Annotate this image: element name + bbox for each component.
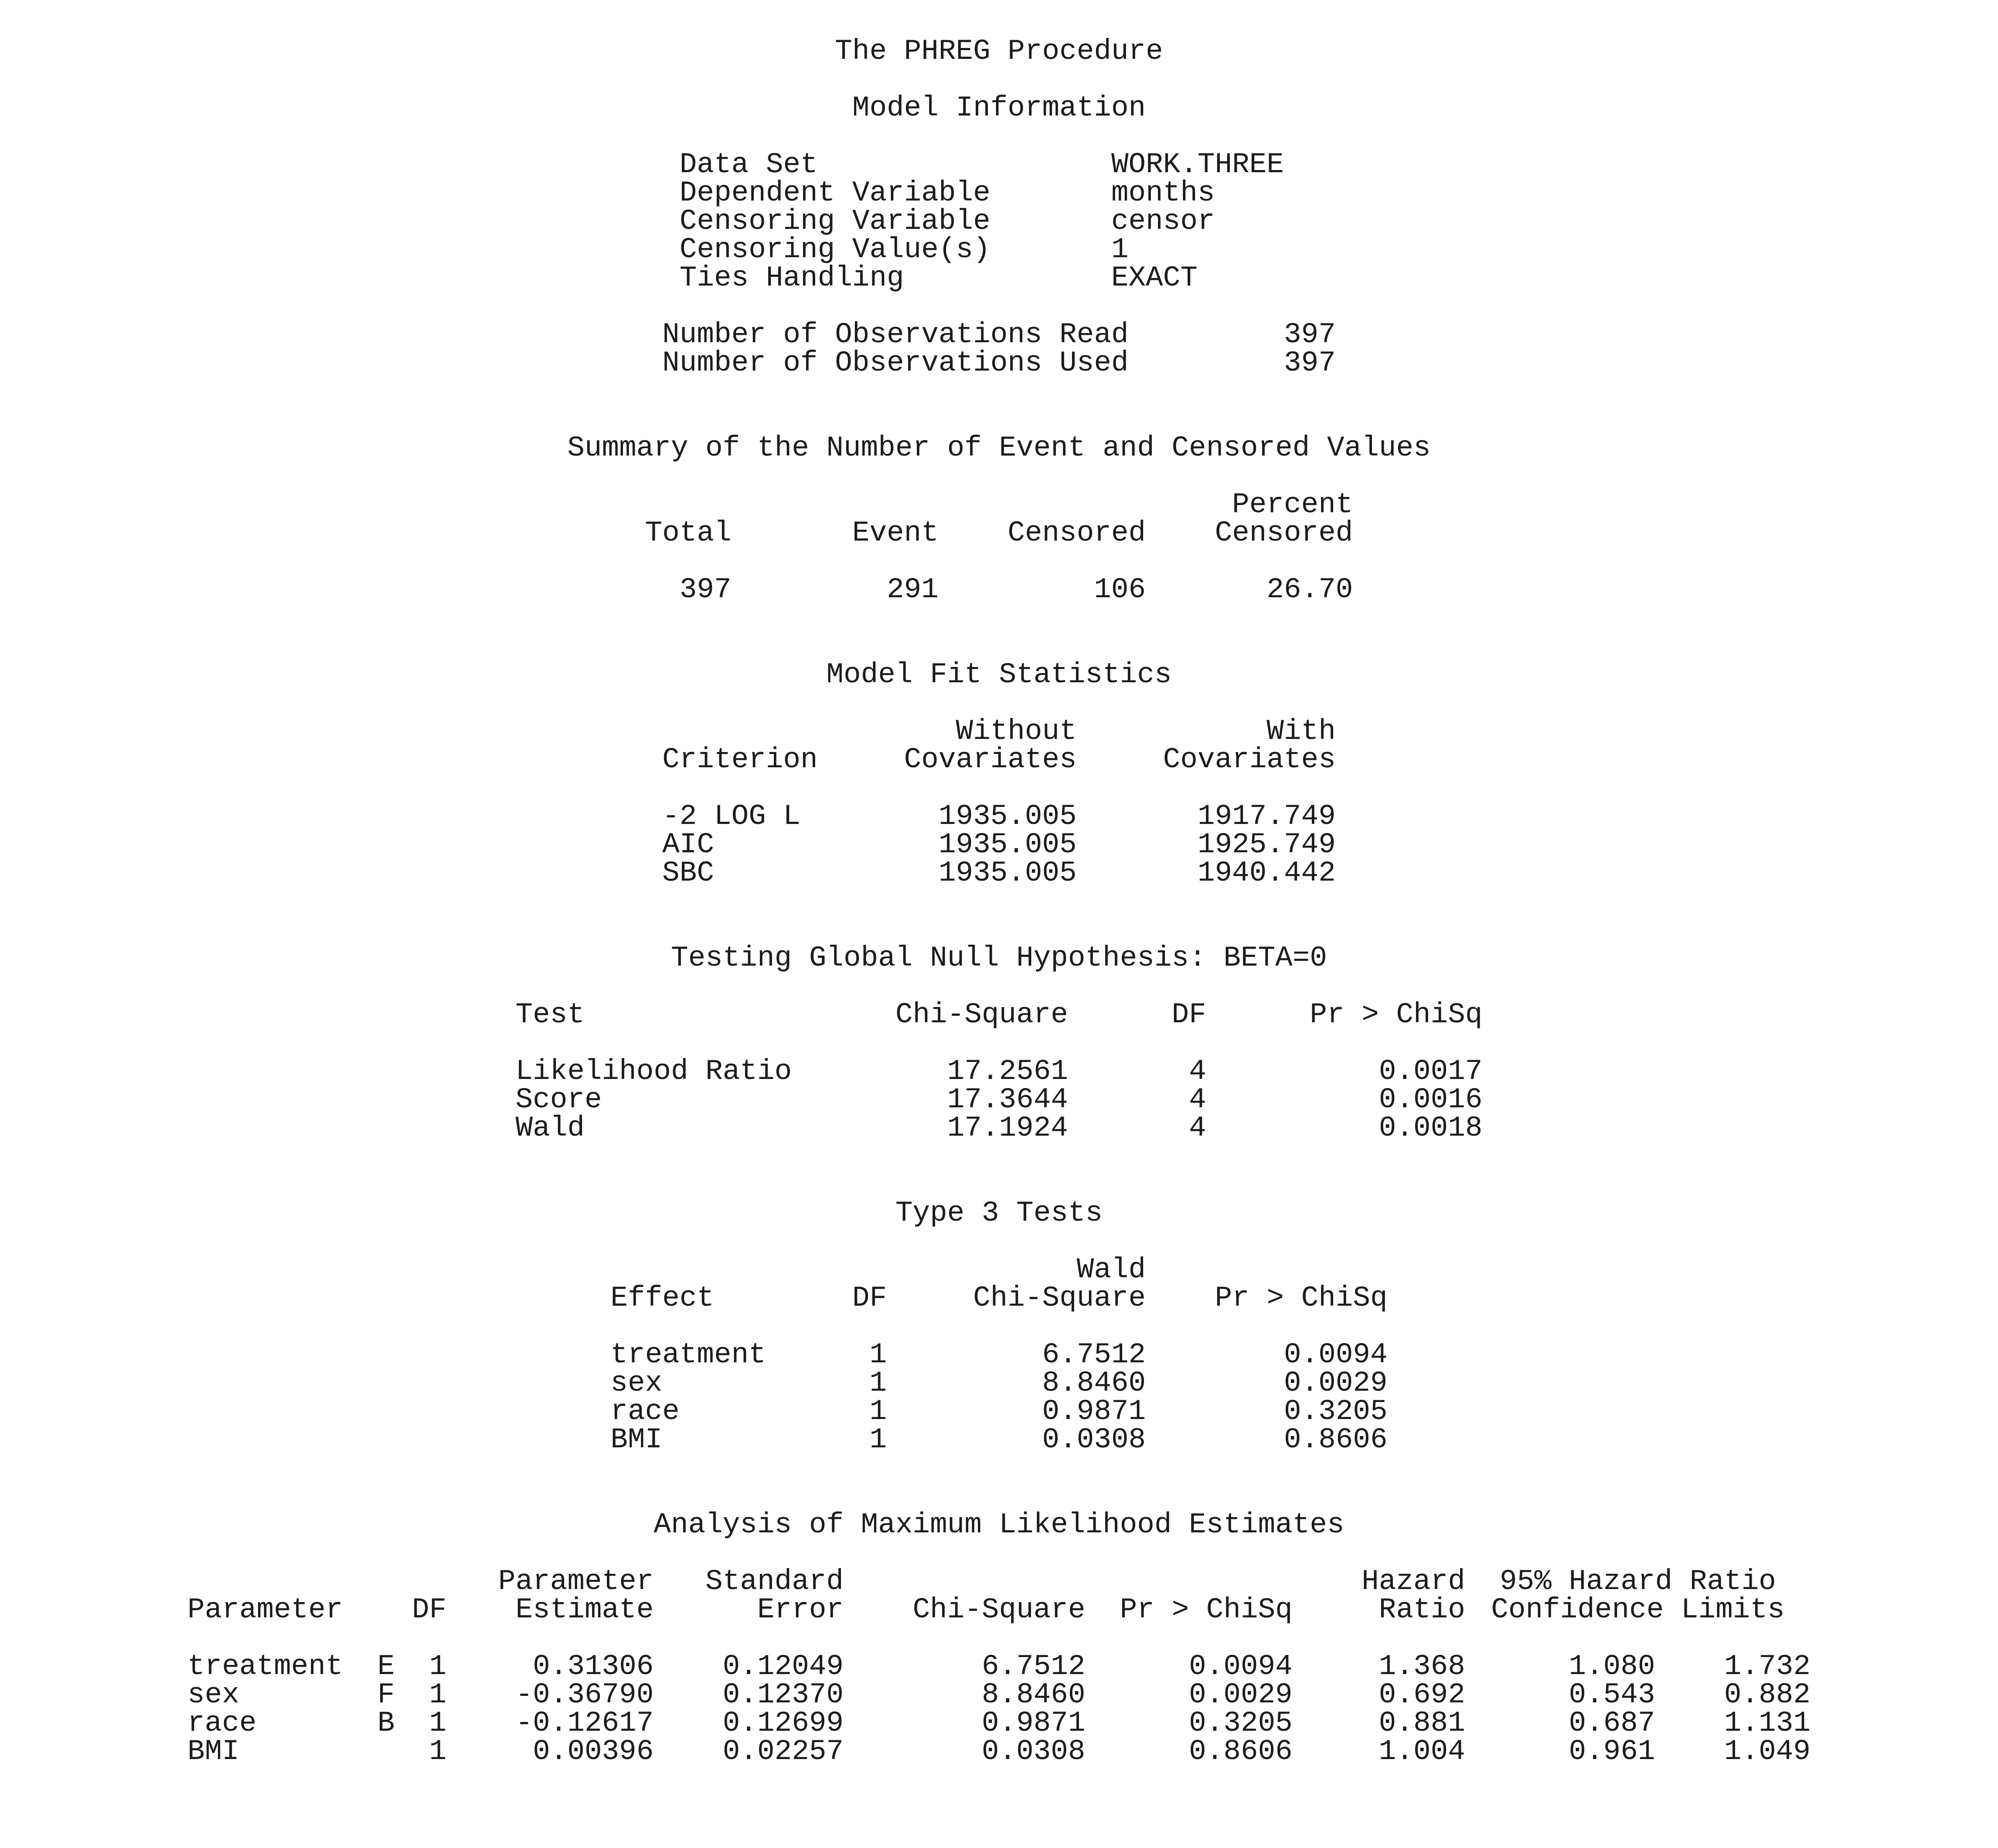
type3-heading: Type 3 Tests [895,1197,1103,1229]
table-row [662,830,1336,859]
cell-value: 0.0094 [1189,1650,1293,1683]
cell-value: 6.7512 [981,1650,1086,1683]
col-header [732,490,939,519]
row-label: race [187,1707,257,1739]
cell-value: 0.692 [1379,1678,1465,1711]
row-label: sex [610,1367,663,1399]
col-header [378,1596,412,1624]
cell-value: 8.8460 [981,1678,1086,1711]
table-row [680,150,1318,179]
cell-value: -0.36790 [515,1678,654,1711]
table-row [187,1709,1811,1737]
col-header: Criterion [662,743,818,776]
col-header: DF [852,1282,887,1314]
header-row-top [187,1567,1811,1596]
cell-level: E [377,1650,395,1683]
header-row [610,1284,1387,1312]
cell-value: 291 [887,573,939,606]
col-header [844,1567,1085,1596]
col-header [378,1567,412,1596]
col-header [1086,1567,1293,1596]
row-label: Wald [515,1112,585,1144]
cell-value: 8.8460 [1042,1367,1146,1399]
header-row [662,745,1336,774]
col-header: Chi-Square [895,998,1068,1031]
cell-value: 1.368 [1379,1650,1465,1683]
cell-value: 1917.749 [1197,800,1336,833]
row-label: Likelihood Ratio [515,1055,792,1088]
table-row [680,264,1318,292]
cell-value: 0.0016 [1379,1083,1483,1116]
cell-value: 26.70 [1266,573,1353,606]
col-header [645,490,732,519]
mle-heading: Analysis of Maximum Likelihood Estimates [654,1508,1344,1541]
table-row [680,179,1318,207]
col-header [662,717,817,745]
value-row [645,547,1353,604]
cell-value: 397 [1283,347,1336,379]
cell-value: WORK.THREE [1111,148,1284,181]
table-row [187,1624,1811,1681]
row-label: BMI [610,1423,663,1456]
col-header: Pr > ChiSq [1215,1282,1388,1314]
col-header [1146,1256,1387,1284]
cell-value: 1.080 [1569,1650,1655,1683]
col-header: Standard [705,1565,844,1598]
table-row [610,1397,1387,1426]
cell-value: 4 [1189,1112,1206,1144]
cell-value: 0.0017 [1379,1055,1483,1088]
cell-value: 1.049 [1724,1735,1811,1768]
cell-value: 0.02257 [722,1735,844,1768]
cell-value: 17.2561 [947,1055,1068,1088]
header-row-top [645,490,1353,519]
table-row [516,1114,1483,1142]
col-header [187,1567,378,1596]
cell-value: censor [1111,205,1215,238]
cell-value: 1935.005 [938,828,1077,861]
cell-value: 1 [1111,233,1129,266]
table-row [680,235,1318,264]
cell-value: 1 [429,1707,447,1739]
table-row [187,1737,1811,1766]
cell-value: 1 [869,1367,887,1399]
row-label: sex [187,1678,239,1711]
col-header: Estimate [515,1593,654,1626]
cell-value: 0.12049 [722,1650,844,1683]
cell-value: 4 [1189,1083,1206,1116]
col-header: Censored [1008,517,1146,549]
event-summary-heading: Summary of the Number of Event and Censored Values [567,432,1431,464]
cell-level [378,1737,412,1766]
col-header: Covariates [1163,743,1336,776]
cell-value: 0.0308 [1042,1423,1146,1456]
header-row [516,1001,1483,1029]
cell-value: 0.0029 [1284,1367,1388,1399]
cell-value: 0.8606 [1284,1423,1388,1456]
header-row [645,519,1353,547]
row-label: treatment [610,1338,766,1371]
col-header [610,1256,766,1284]
row-label: Score [515,1083,602,1116]
cell-value: 0.0308 [981,1735,1086,1768]
cell-value: 1 [429,1678,447,1711]
cell-value: 0.543 [1569,1678,1655,1711]
col-header: 95% Hazard Ratio [1500,1565,1776,1598]
col-header: Pr > ChiSq [1120,1593,1293,1626]
cell-value: 1940.442 [1197,857,1336,889]
cell-value: 0.882 [1724,1678,1811,1711]
cell-value: months [1111,177,1215,209]
cell-value: 397 [679,573,732,606]
cell-level: F [377,1678,395,1711]
model-information-table [680,150,1318,292]
table-row [662,320,1336,349]
col-header: Wald [1076,1253,1146,1286]
cell-value: 0.12370 [722,1678,844,1711]
col-header: Hazard [1361,1565,1465,1598]
cell-value: 1.732 [1724,1650,1811,1683]
model-information-heading: Model Information [852,92,1146,124]
procedure-title: The PHREG Procedure [835,35,1163,68]
row-label: -2 LOG L [662,800,801,833]
col-header: Censored [1215,517,1353,549]
table-row [187,1681,1811,1709]
cell-value: 1 [429,1735,447,1768]
col-header: Error [757,1593,844,1626]
event-summary-table [645,490,1353,604]
cell-value: 4 [1189,1055,1206,1088]
col-header: Ratio [1379,1593,1465,1626]
header-row-top [662,717,1336,745]
cell-value: EXACT [1111,262,1198,294]
row-label: Censoring Value(s) [679,233,990,266]
row-label: Dependent Variable [679,177,990,209]
row-label: Data Set [679,148,818,181]
header-row [187,1596,1811,1624]
col-header: Total [645,517,732,549]
col-header: Effect [610,1282,714,1314]
col-header: DF [412,1593,447,1626]
cell-value: 1.004 [1379,1735,1465,1768]
table-row [516,1029,1483,1086]
col-header: With [1266,715,1336,748]
row-label: SBC [662,857,714,889]
col-header: Without [956,715,1077,748]
row-label: race [610,1395,680,1428]
cell-value: 0.0018 [1379,1112,1483,1144]
table-row [680,207,1318,235]
cell-value: 0.0029 [1189,1678,1293,1711]
cell-value: 397 [1283,318,1336,351]
global-null-table [515,998,1483,1144]
cell-value: 0.3205 [1284,1395,1388,1428]
cell-value: 0.31306 [533,1650,654,1683]
col-header: Parameter [187,1593,343,1626]
observations-table [662,320,1336,377]
cell-value: 0.0094 [1284,1338,1388,1371]
col-header: Pr > ChiSq [1310,998,1483,1031]
cell-value: 17.3644 [947,1083,1068,1116]
row-label: treatment [187,1650,343,1683]
cell-value: -0.12617 [515,1707,654,1739]
cell-value: 0.961 [1569,1735,1655,1768]
cell-value: 0.9871 [981,1707,1086,1739]
cell-value: 17.1924 [947,1112,1068,1144]
col-header [939,490,1146,519]
cell-value: 1935.005 [938,857,1077,889]
col-header: Event [852,517,939,549]
cell-value: 0.9871 [1042,1395,1146,1428]
cell-value: 1 [869,1338,887,1371]
row-label: BMI [187,1735,239,1768]
model-fit-table [662,717,1336,887]
col-header: Chi-Square [973,1282,1146,1314]
cell-value: 0.00396 [533,1735,654,1768]
cell-value: 0.881 [1379,1707,1465,1739]
global-null-heading: Testing Global Null Hypothesis: BETA=0 [671,942,1327,974]
cell-value: 0.3205 [1189,1707,1293,1739]
cell-value: 1 [869,1395,887,1428]
cell-value: 1925.749 [1197,828,1336,861]
model-fit-heading: Model Fit Statistics [826,658,1172,691]
table-row [610,1369,1387,1397]
col-header: Confidence Limits [1491,1593,1785,1626]
table-row [516,1086,1483,1114]
cell-value: 0.687 [1569,1707,1655,1739]
table-row [610,1426,1387,1454]
cell-value: 1 [429,1650,447,1683]
col-header: Chi-Square [912,1593,1086,1626]
cell-level: B [377,1707,395,1739]
cell-value: 6.7512 [1042,1338,1146,1371]
cell-value: 1 [869,1423,887,1456]
col-header [412,1567,446,1596]
cell-value: 0.8606 [1189,1735,1293,1768]
table-row [662,774,1336,830]
col-header: DF [1171,998,1206,1031]
col-header: Covariates [904,743,1077,776]
mle-table [187,1567,1811,1766]
col-header: Parameter [498,1565,654,1598]
col-header: Test [515,998,585,1031]
cell-value: 1.131 [1724,1707,1811,1739]
row-label: Number of Observations Read [662,318,1129,351]
row-label: AIC [662,828,714,861]
col-header: Percent [1232,488,1353,521]
row-label: Censoring Variable [679,205,990,238]
cell-value: 1935.005 [938,800,1077,833]
cell-value: 0.12699 [722,1707,844,1739]
row-label: Ties Handling [679,262,904,294]
table-row [662,859,1336,887]
row-label: Number of Observations Used [662,347,1129,379]
header-row-top [610,1256,1387,1284]
table-row [610,1312,1387,1369]
cell-value: 106 [1094,573,1146,606]
table-row [662,349,1336,377]
col-header [766,1256,887,1284]
type3-table [610,1253,1388,1456]
